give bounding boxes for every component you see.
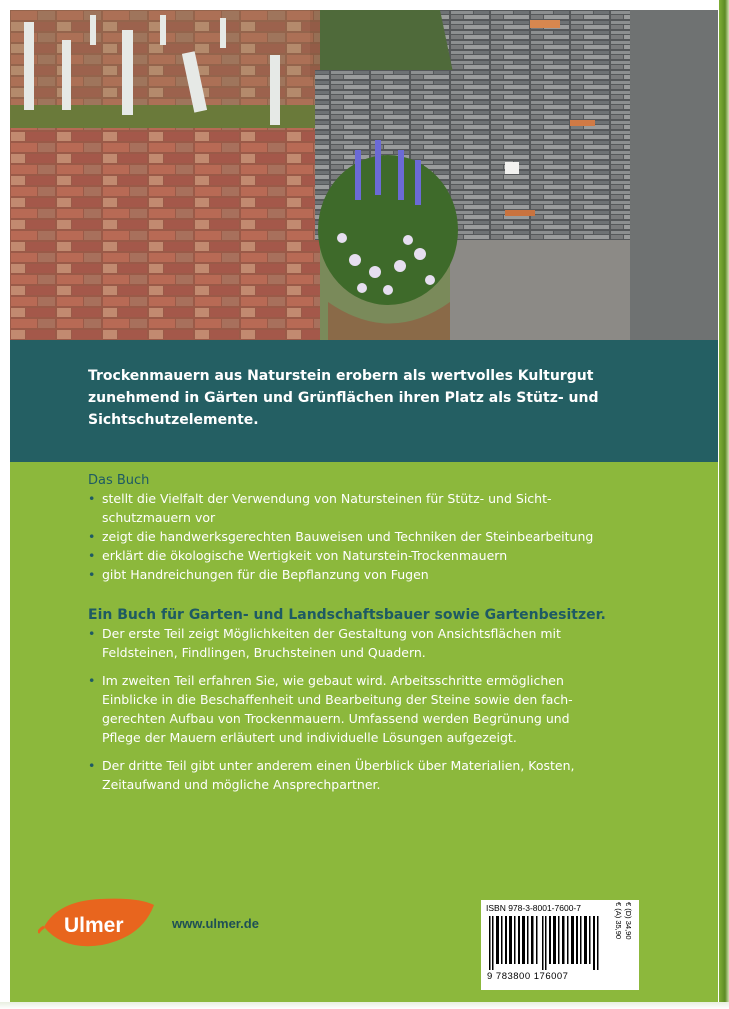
bullet-icon: • xyxy=(88,673,96,688)
section-title-das-buch: Das Buch xyxy=(88,473,150,488)
intro-line: Trockenmauern aus Naturstein erobern als wertvolles Kulturgut xyxy=(88,368,594,384)
logo-text: Ulmer xyxy=(64,914,124,937)
list-item: • zeigt die handwerksgerechten Bauweisen und Techniken der Steinbearbeitung xyxy=(88,529,594,544)
barcode-bars xyxy=(487,916,607,970)
list-item: • stellt die Vielfalt der Verwendung von Natursteinen für Stütz- und Sicht- schutzmauern vor xyxy=(88,491,552,525)
book-feature-list xyxy=(88,489,668,584)
audience-title: Ein Buch für Garten- und Landschaftsbauer sowie Gartenbesitzer. xyxy=(88,607,606,623)
barcode-digits: 9 783800 176007 xyxy=(487,971,569,982)
bullet-icon: • xyxy=(88,758,96,773)
price-austria: € (A) 35,90 xyxy=(614,902,623,940)
bullet-icon: • xyxy=(88,529,96,544)
bullet-icon: • xyxy=(88,548,96,563)
bottom-edge xyxy=(0,1002,729,1009)
list-item: • Im zweiten Teil erfahren Sie, wie gebaut wird. Arbeitsschritte ermöglichen Einblicke in die Beschaffenheit und Bearbeitung der Steine sowie den fach- gerechten Aufbau von Trockenmauern. Umfassend werden Begrünung und Pflege der Mauern erläutert und individuelle Lösungen aufgezeigt. xyxy=(88,673,573,745)
intro-text xyxy=(88,365,648,431)
bullet-icon: • xyxy=(88,567,96,582)
bullet-icon: • xyxy=(88,626,96,641)
leaf-logo-icon xyxy=(38,893,158,955)
list-item: • gibt Handreichungen für die Bepflanzung von Fugen xyxy=(88,567,429,582)
isbn-barcode xyxy=(481,900,639,990)
list-item: • Der dritte Teil gibt unter anderem einen Überblick über Materialien, Kosten, Zeitaufwand und mögliche Ansprechpartner. xyxy=(88,758,575,792)
price-column xyxy=(615,902,637,986)
ulmer-logo xyxy=(38,893,158,959)
isbn-number: ISBN 978-3-8001-7600-7 xyxy=(486,903,581,913)
list-item: • erklärt die ökologische Wertigkeit von Naturstein-Trockenmauern xyxy=(88,548,508,563)
dry-stone-wall-photo xyxy=(10,10,718,340)
spine-edge xyxy=(719,0,729,1009)
intro-line: zunehmend in Gärten und Grünflächen ihren Platz als Stütz- und xyxy=(88,390,599,406)
cover-photo xyxy=(10,10,718,340)
book-back-cover xyxy=(10,10,718,1002)
parts-list xyxy=(88,624,668,803)
bullet-icon: • xyxy=(88,491,96,506)
price-germany: € (D) 34,90 xyxy=(624,902,633,940)
list-item: • Der erste Teil zeigt Möglichkeiten der Gestaltung von Ansichtsflächen mit Feldsteinen, Findlingen, Bruchsteinen und Quadern. xyxy=(88,626,561,660)
publisher-website[interactable]: www.ulmer.de xyxy=(172,916,259,931)
intro-line: Sichtschutzelemente. xyxy=(88,412,259,428)
